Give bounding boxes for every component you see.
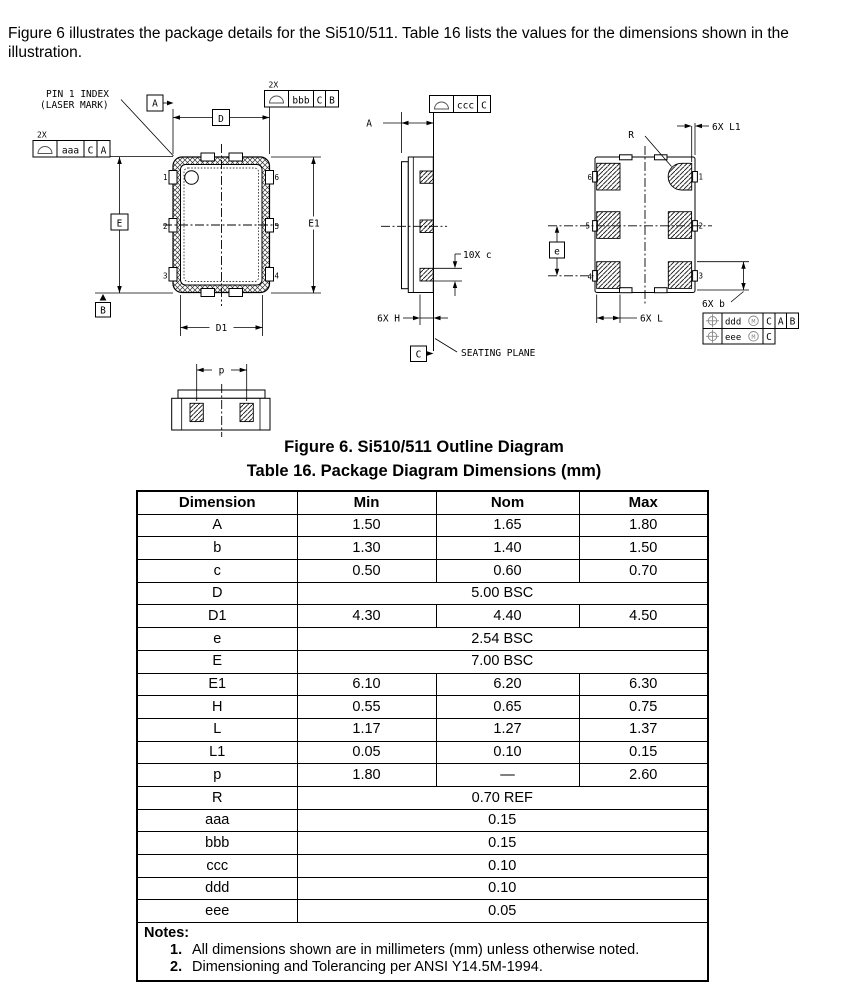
table-row (137, 832, 708, 855)
pin-number: 5 (585, 221, 590, 231)
dimension-cell: eee (137, 900, 297, 923)
fcf-bbb-tol: bbb (292, 95, 310, 107)
max-cell: 0.15 (579, 741, 708, 764)
dimension-cell: L (137, 718, 297, 741)
qty-2x-left: 2X (37, 130, 47, 140)
table-row (137, 514, 708, 537)
note-number: 1. (170, 942, 183, 959)
value-span-cell: 0.15 (297, 832, 708, 855)
pin1-lasermark-label: (LASER MARK) (40, 100, 109, 111)
fcf-aaa-ref1: C (87, 145, 94, 157)
datum-b-label: B (100, 305, 106, 317)
fcf-ddd-ref3: B (789, 316, 796, 328)
max-cell: 4.50 (579, 605, 708, 628)
max-cell: 1.80 (579, 514, 708, 537)
svg-text:M: M (751, 333, 756, 342)
value-span-cell: 0.05 (297, 900, 708, 923)
min-cell: 0.55 (297, 696, 436, 719)
min-cell: 4.30 (297, 605, 436, 628)
dimension-cell: b (137, 537, 297, 560)
dimension-cell: D (137, 582, 297, 605)
svg-text:M: M (751, 317, 756, 326)
bottom-view (548, 122, 799, 344)
min-cell: 1.30 (297, 537, 436, 560)
note-text: Dimensioning and Tolerancing per ANSI Y14.5M-1994. (192, 959, 543, 976)
dim-a-label: A (366, 118, 372, 130)
fcf-eee-ref1: C (766, 332, 772, 343)
table-row (137, 741, 708, 764)
fcf-eee-tol: eee (725, 333, 742, 343)
header-max: Max (579, 491, 708, 514)
fcf-bbb-ref2: B (329, 95, 335, 107)
dim-e1-label: E1 (308, 218, 320, 230)
dimension-cell: c (137, 560, 297, 583)
value-span-cell: 0.15 (297, 809, 708, 832)
note-item (144, 959, 701, 976)
dim-p-label: p (218, 365, 225, 377)
fcf-ddd-tol: ddd (725, 317, 742, 328)
pad (597, 163, 620, 190)
dimension-cell: p (137, 764, 297, 787)
intro-paragraph: Figure 6 illustrates the package details for the Si510/511. Table 16 lists the values for the dimensions shown in the illustration. (8, 24, 789, 61)
label-6x-h: 6X H (377, 313, 400, 325)
table-row (137, 605, 708, 628)
value-span-cell: 2.54 BSC (297, 628, 708, 651)
dimension-cell: ddd (137, 877, 297, 900)
dim-e-small-label: e (554, 246, 560, 258)
table-row (137, 560, 708, 583)
pad1-rounded (668, 163, 692, 190)
label-6x-b: 6X b (702, 299, 725, 310)
min-cell: 1.80 (297, 764, 436, 787)
table-row (137, 582, 708, 605)
min-cell: 0.05 (297, 741, 436, 764)
nom-cell: 1.40 (436, 537, 579, 560)
nom-cell: 1.65 (436, 514, 579, 537)
max-cell: 1.50 (579, 537, 708, 560)
fcf-ccc-ref1: C (481, 100, 487, 112)
label-10x-c: 10X c (463, 250, 492, 261)
dimension-cell: e (137, 628, 297, 651)
dimension-cell: E1 (137, 673, 297, 696)
label-6x-l1: 6X L1 (712, 122, 741, 133)
dim-r-label: R (628, 130, 634, 141)
dimensions-table (136, 490, 709, 982)
table-row (137, 855, 708, 878)
value-span-cell: 0.70 REF (297, 786, 708, 809)
nom-cell: 4.40 (436, 605, 579, 628)
note-text: All dimensions shown are in millimeters (mm) unless otherwise noted. (192, 942, 640, 959)
pad (597, 212, 620, 239)
dimension-cell: aaa (137, 809, 297, 832)
value-span-cell: 7.00 BSC (297, 650, 708, 673)
pin1-index-label: PIN 1 INDEX (46, 89, 109, 100)
side-view (366, 96, 535, 362)
notes-label: Notes: (144, 925, 190, 942)
dim-e-label: E (116, 218, 123, 230)
dimension-cell: H (137, 696, 297, 719)
pin-number: 2 (698, 221, 704, 231)
table-header-row (137, 491, 708, 514)
nom-cell: 0.60 (436, 560, 579, 583)
figure-caption: Figure 6. Si510/511 Outline Diagram (284, 438, 564, 456)
datum-c-label: C (415, 349, 422, 361)
qty-2x-top: 2X (268, 80, 279, 90)
max-cell: 1.37 (579, 718, 708, 741)
note-number: 2. (170, 959, 183, 976)
fcf-aaa-tol: aaa (61, 145, 80, 157)
fcf-ccc-tol: ccc (456, 100, 475, 112)
pin-number: 2 (162, 222, 168, 231)
table-row (137, 764, 708, 787)
max-cell: 2.60 (579, 764, 708, 787)
pad (668, 262, 691, 289)
dimensions-table-body (137, 514, 708, 922)
outline-diagram (0, 0, 848, 438)
table-row (137, 673, 708, 696)
pin-number: 1 (162, 173, 168, 182)
dimension-cell: L1 (137, 741, 297, 764)
table-row (137, 650, 708, 673)
value-span-cell: 5.00 BSC (297, 582, 708, 605)
nom-cell: 0.10 (436, 741, 579, 764)
note-item (144, 942, 701, 959)
nom-cell: 0.65 (436, 696, 579, 719)
notes-cell (137, 923, 708, 982)
table-row (137, 900, 708, 923)
header-min: Min (297, 491, 436, 514)
fcf-ddd-ref1: C (766, 316, 772, 328)
label-6x-l: 6X L (640, 313, 663, 325)
pad (668, 212, 691, 239)
dimension-cell: ccc (137, 855, 297, 878)
min-cell: 1.50 (297, 514, 436, 537)
pin-number: 1 (698, 172, 704, 182)
nom-cell: 1.27 (436, 718, 579, 741)
dimension-cell: A (137, 514, 297, 537)
pin-number: 6 (587, 173, 592, 182)
fcf-ddd-ref2: A (777, 316, 784, 328)
value-span-cell: 0.10 (297, 877, 708, 900)
table-row (137, 537, 708, 560)
table-row (137, 696, 708, 719)
fcf-bbb-ref1: C (316, 95, 323, 107)
dim-d1-label: D1 (215, 323, 228, 334)
table-row (137, 786, 708, 809)
pin1-index-mark (185, 171, 199, 185)
dimension-cell: D1 (137, 605, 297, 628)
pin-number: 4 (587, 272, 592, 282)
profile-view (172, 364, 270, 437)
seating-plane-label: SEATING PLANE (461, 348, 536, 359)
dimension-cell: E (137, 650, 297, 673)
pin-number: 3 (698, 271, 704, 281)
pin-number: 4 (274, 271, 280, 281)
pad (240, 403, 253, 421)
nom-cell: — (436, 764, 579, 787)
value-span-cell: 0.10 (297, 855, 708, 878)
table-row (137, 718, 708, 741)
min-cell: 1.17 (297, 718, 436, 741)
min-cell: 6.10 (297, 673, 436, 696)
table-row (137, 809, 708, 832)
pad (597, 262, 620, 289)
datum-a-label: A (152, 98, 158, 110)
nom-cell: 6.20 (436, 673, 579, 696)
dimension-cell: R (137, 786, 297, 809)
pin-number: 6 (274, 173, 280, 182)
header-nom: Nom (436, 491, 579, 514)
max-cell: 0.75 (579, 696, 708, 719)
min-cell: 0.50 (297, 560, 436, 583)
table-row (137, 628, 708, 651)
dim-d-label: D (218, 114, 224, 125)
max-cell: 6.30 (579, 673, 708, 696)
fcf-aaa-ref2: A (100, 145, 107, 157)
header-dimension: Dimension (137, 491, 297, 514)
pad (190, 403, 203, 421)
max-cell: 0.70 (579, 560, 708, 583)
notes-row (137, 923, 708, 982)
table-row (137, 877, 708, 900)
top-view (33, 81, 339, 337)
pin-number: 5 (274, 222, 280, 231)
dimension-cell: bbb (137, 832, 297, 855)
table-caption: Table 16. Package Diagram Dimensions (mm) (246, 462, 602, 480)
pin-number: 3 (162, 271, 168, 281)
